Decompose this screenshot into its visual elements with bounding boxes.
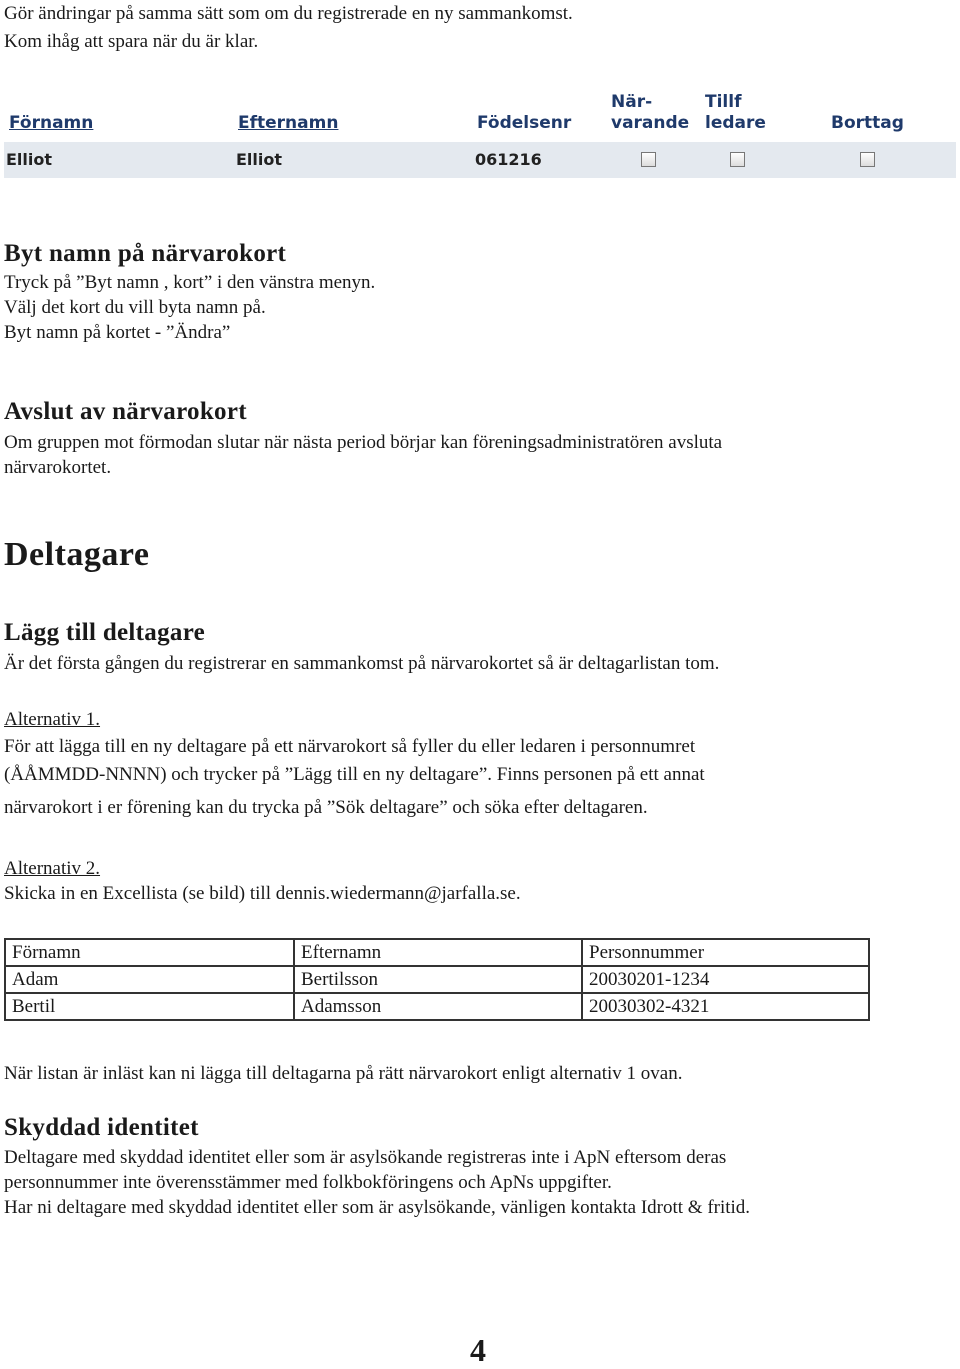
deltagare-intro: Är det första gången du registrerar en sammankomst på närvarokortet så är deltagarlistan tom.	[4, 653, 720, 674]
header-narvarande-1: När-	[611, 92, 653, 112]
tillf-ledare-checkbox[interactable]	[730, 152, 745, 167]
alternativ-1-line-1: För att lägga till en ny deltagare på ett närvarokort så fyller du eller ledaren i personnumret	[4, 736, 696, 757]
skyddad-line-3: Har ni deltagare med skyddad identitet eller som är asylsökande, vänligen kontakta Idrott & fritid.	[4, 1197, 751, 1218]
byt-namn-line-3: Byt namn på kortet - ”Ändra”	[4, 322, 231, 343]
alternativ-1-label: Alternativ 1.	[4, 709, 101, 730]
table-header-cell: Personnummer	[582, 939, 869, 966]
example-excel-table	[4, 938, 870, 1021]
row-fodelsenr: 061216	[475, 150, 542, 169]
byt-namn-line-1: Tryck på ”Byt namn , kort” i den vänstra menyn.	[4, 272, 376, 293]
header-borttag: Borttag	[831, 113, 904, 133]
byt-namn-heading: Byt namn på närvarokort	[4, 240, 287, 267]
skyddad-heading: Skyddad identitet	[4, 1114, 199, 1141]
alternativ-1-line-3: närvarokort i er förening kan du trycka på ”Sök deltagare” och söka efter deltagaren.	[4, 797, 648, 818]
intro-line-1: Gör ändringar på samma sätt som om du registrerade en ny sammankomst.	[4, 3, 573, 24]
narvarande-checkbox[interactable]	[641, 152, 656, 167]
header-efternamn[interactable]: Efternamn	[238, 113, 339, 133]
avslut-heading: Avslut av närvarokort	[4, 398, 247, 425]
borttag-checkbox[interactable]	[860, 152, 875, 167]
alternativ-2-line-1: Skicka in en Excellista (se bild) till dennis.wiedermann@jarfalla.se.	[4, 883, 521, 904]
header-tillf-1: Tillf	[705, 92, 742, 112]
header-narvarande-2: varande	[611, 113, 690, 133]
table-header-cell: Förnamn	[5, 939, 294, 966]
header-fodelsenr: Födelsenr	[477, 113, 572, 133]
table-header-row	[5, 939, 869, 966]
table-cell: Adamsson	[294, 993, 582, 1020]
table-cell: 20030302-4321	[582, 993, 869, 1020]
table-cell: 20030201-1234	[582, 966, 869, 993]
header-fornamn[interactable]: Förnamn	[9, 113, 94, 133]
alternativ-1-line-2: (ÅÅMMDD-NNNN) och trycker på ”Lägg till en ny deltagare”. Finns personen på ett annat	[4, 764, 705, 785]
table-cell: Bertilsson	[294, 966, 582, 993]
skyddad-line-1: Deltagare med skyddad identitet eller som är asylsökande registreras inte i ApN eftersom deras	[4, 1147, 727, 1168]
participant-row	[4, 142, 956, 178]
lagg-till-heading: Lägg till deltagare	[4, 619, 206, 646]
table-row	[5, 966, 869, 993]
intro-line-2: Kom ihåg att spara när du är klar.	[4, 31, 259, 52]
row-efternamn: Elliot	[236, 150, 283, 169]
page-number: 4	[470, 1332, 486, 1368]
avslut-line-1: Om gruppen mot förmodan slutar när nästa period börjar kan föreningsadministratören avsluta	[4, 432, 723, 453]
skyddad-line-2: personnummer inte överensstämmer med folkbokföringens och ApNs uppgifter.	[4, 1172, 612, 1193]
table-cell: Adam	[5, 966, 294, 993]
header-tillf-2: ledare	[705, 113, 766, 133]
avslut-line-2: närvarokortet.	[4, 457, 112, 478]
table-cell: Bertil	[5, 993, 294, 1020]
alternativ-2-label: Alternativ 2.	[4, 858, 101, 879]
table-row	[5, 993, 869, 1020]
table-header-cell: Efternamn	[294, 939, 582, 966]
deltagare-heading: Deltagare	[4, 536, 150, 573]
row-fornamn: Elliot	[6, 150, 53, 169]
participant-grid-screenshot	[4, 88, 956, 178]
byt-namn-line-2: Välj det kort du vill byta namn på.	[4, 297, 266, 318]
after-table-text: När listan är inläst kan ni lägga till deltagarna på rätt närvarokort enligt alternativ 1 ovan.	[4, 1063, 683, 1084]
